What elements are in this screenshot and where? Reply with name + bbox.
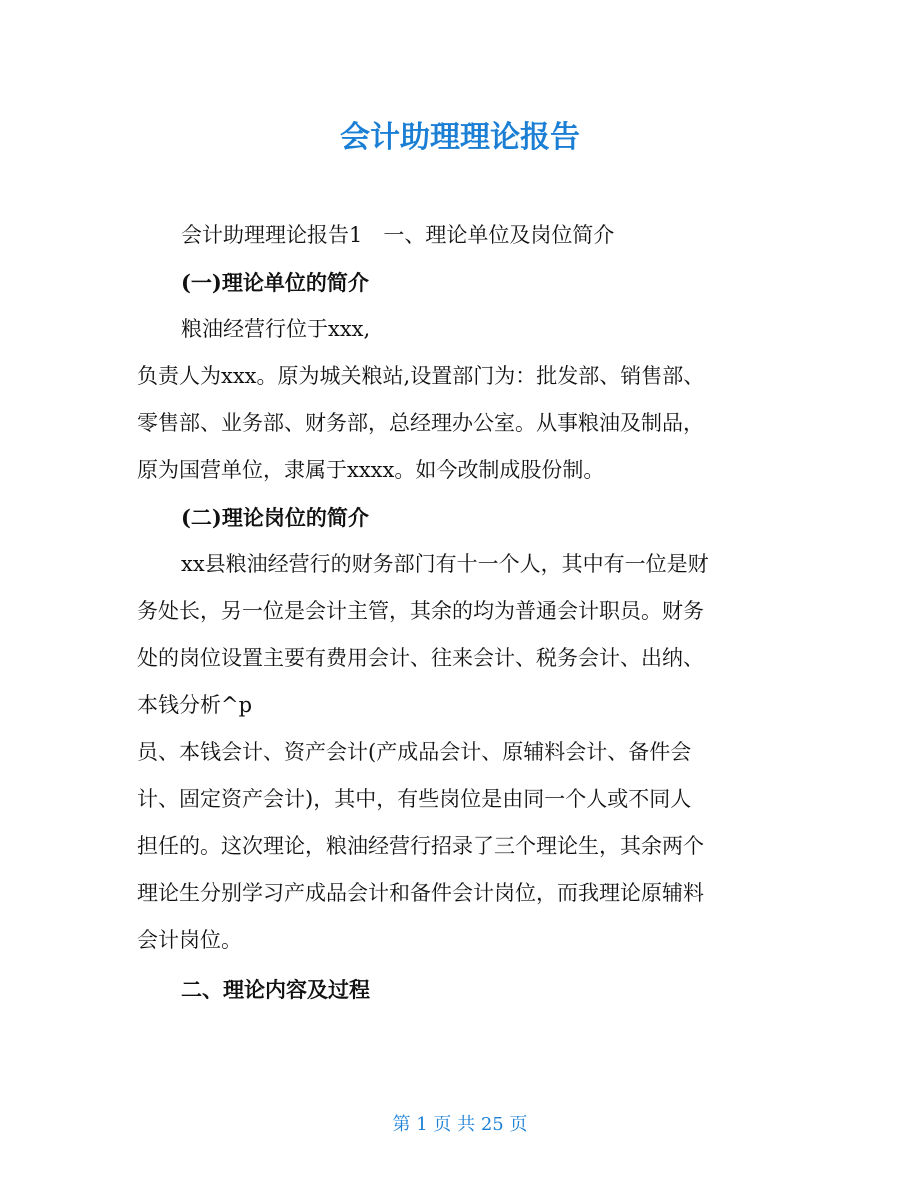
paragraph-line: 担任的。这次理论，粮油经营行招录了三个理论生，其余两个 [137, 834, 704, 858]
paragraph-line: 务处长，另一位是会计主管，其余的均为普通会计职员。财务 [137, 599, 704, 623]
paragraph-line: 会计助理理论报告1 一、理论单位及岗位简介 [181, 223, 615, 247]
paragraph-line: 员、本钱会计、资产会计(产成品会计、原辅料会计、备件会 [137, 740, 692, 764]
section-heading: (二)理论岗位的简介 [181, 505, 369, 530]
paragraph-line: 处的岗位设置主要有费用会计、往来会计、税务会计、出纳、 [137, 646, 704, 670]
paragraph-line: 负责人为xxx。原为城关粮站,设置部门为：批发部、销售部、 [137, 364, 705, 388]
document-body [137, 212, 787, 1013]
paragraph-line: 理论生分别学习产成品会计和备件会计岗位，而我理论原辅料 [137, 881, 704, 905]
paragraph-line: 计、固定资产会计)，其中，有些岗位是由同一个人或不同人 [137, 787, 692, 811]
paragraph-line: 原为国营单位，隶属于xxxx。如今改制成股份制。 [137, 458, 605, 482]
paragraph-line: 会计岗位。 [137, 928, 242, 952]
page-footer: 第 1 页 共 25 页 [392, 1114, 528, 1135]
paragraph-line: 零售部、业务部、财务部，总经理办公室。从事粮油及制品， [137, 411, 704, 435]
document-title: 会计助理理论报告 [340, 120, 580, 155]
paragraph-line: 粮油经营行位于xxx, [181, 317, 371, 341]
section-heading: (一)理论单位的简介 [181, 270, 369, 295]
paragraph-line: xx县粮油经营行的财务部门有十一个人，其中有一位是财 [181, 552, 709, 576]
section-heading: 二、理论内容及过程 [181, 977, 370, 1002]
paragraph-line: 本钱分析^p [137, 693, 253, 717]
